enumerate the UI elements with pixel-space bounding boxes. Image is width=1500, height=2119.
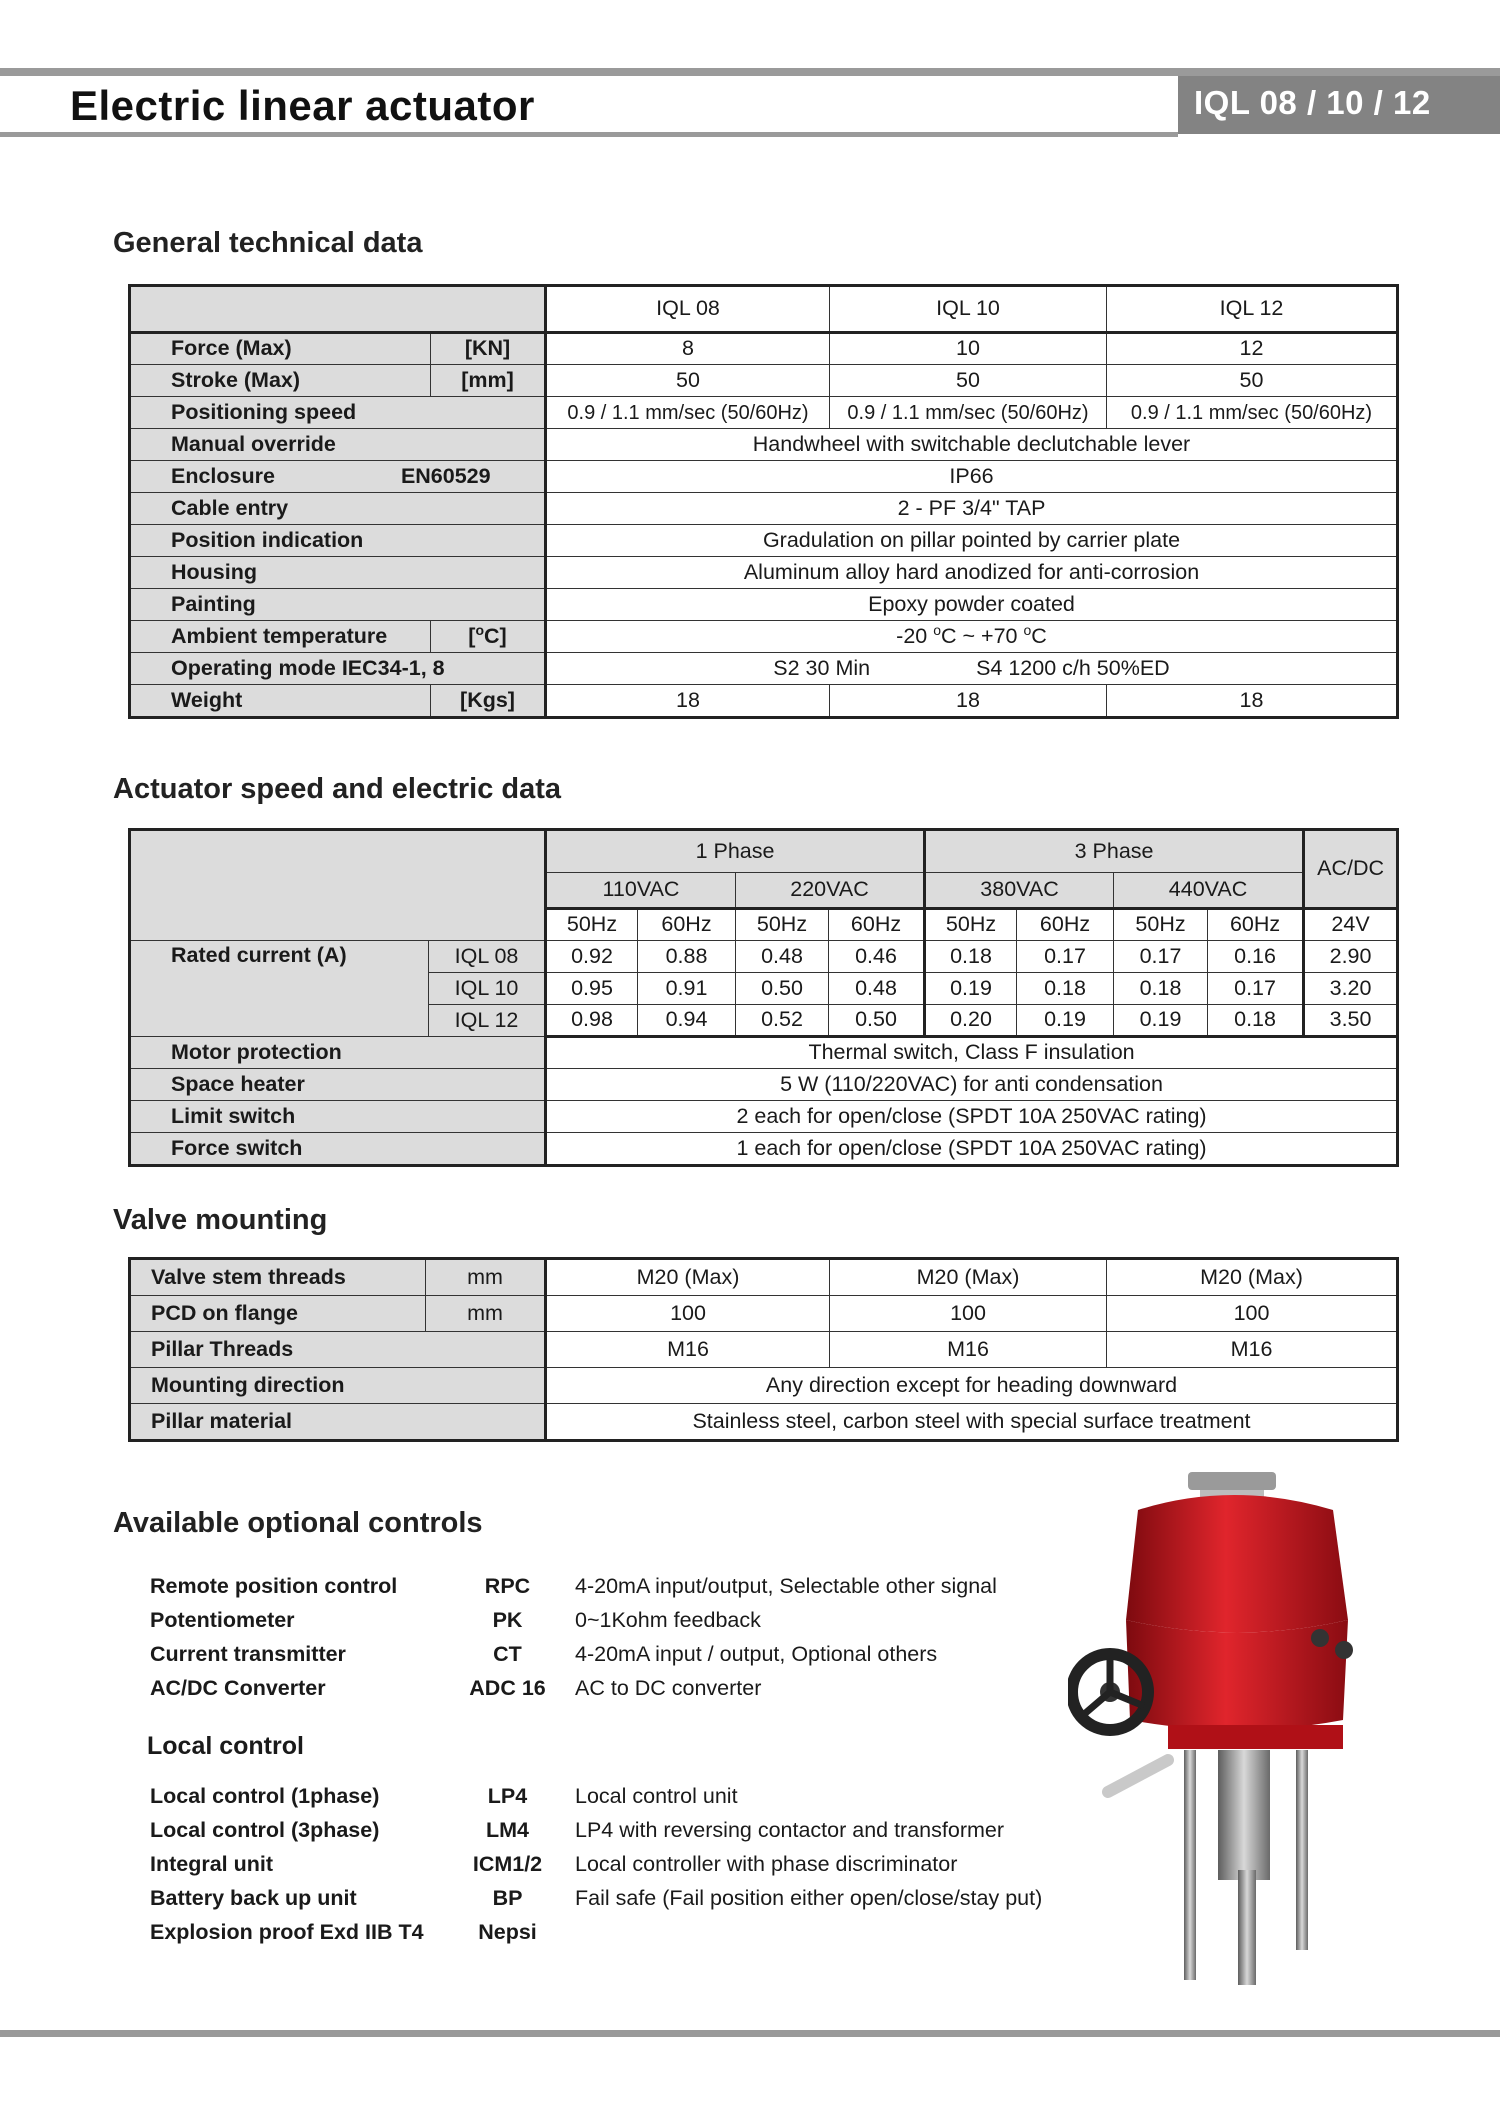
cell: 0.19 xyxy=(1114,1005,1208,1037)
mounting-flange xyxy=(1168,1725,1343,1749)
row-unit: mm xyxy=(426,1296,546,1332)
option-name: AC/DC Converter xyxy=(150,1676,326,1701)
opmode-s4: S4 1200 c/h 50%ED xyxy=(976,655,1170,680)
cell: 0.17 xyxy=(1017,941,1114,973)
unit-part: [ xyxy=(468,623,476,648)
list-item xyxy=(150,1814,1080,1848)
row-label: Cable entry xyxy=(131,493,546,525)
cell: 0.98 xyxy=(546,1005,638,1037)
cell: 2 each for open/close (SPDT 10A 250VAC rating) xyxy=(546,1101,1397,1133)
row-heater xyxy=(131,1069,1397,1101)
row-label: Ambient temperature xyxy=(131,621,431,653)
row-unit: [KN] xyxy=(431,333,546,365)
cell: Thermal switch, Class F insulation xyxy=(546,1037,1397,1069)
list-item xyxy=(150,1604,1080,1638)
list-item xyxy=(150,1780,1080,1814)
option-name: Battery back up unit xyxy=(150,1886,357,1911)
phase-3-header: 3 Phase xyxy=(925,831,1304,873)
row-label: Stroke (Max) xyxy=(131,365,431,397)
cell: 0.18 xyxy=(1114,973,1208,1005)
rated-current-label: Rated current (A) xyxy=(131,941,429,1037)
temp-unit: C xyxy=(1031,623,1047,648)
optional-list xyxy=(150,1570,1080,1706)
cell: 3.50 xyxy=(1304,1005,1397,1037)
cell: Epoxy powder coated xyxy=(546,589,1397,621)
cell: 5 W (110/220VAC) for anti condensation xyxy=(546,1069,1397,1101)
cell: 18 xyxy=(546,685,830,717)
option-desc xyxy=(575,1916,1080,1950)
option-code: BP xyxy=(492,1886,523,1911)
cell: 0.46 xyxy=(829,941,925,973)
voltage-header: 220VAC xyxy=(736,873,925,909)
list-item xyxy=(150,1570,1080,1604)
actuator-photo xyxy=(1068,1470,1418,1990)
valve-section-title: Valve mounting xyxy=(113,1204,328,1236)
cell: Gradulation on pillar pointed by carrier plate xyxy=(546,525,1397,557)
model-header: IQL 12 xyxy=(1107,287,1397,333)
cell: 0.20 xyxy=(925,1005,1017,1037)
page-title: Electric linear actuator xyxy=(70,82,535,129)
row-label: Manual override xyxy=(131,429,546,461)
row-stroke xyxy=(131,365,1397,397)
option-code: ICM1/2 xyxy=(472,1852,543,1877)
voltage-header: 380VAC xyxy=(925,873,1114,909)
list-item xyxy=(150,1916,1080,1950)
degree-sign: o xyxy=(475,621,485,638)
housing-cover xyxy=(1126,1495,1348,1633)
list-item xyxy=(150,1672,1080,1706)
declutch-lever xyxy=(1100,1752,1176,1800)
option-code: ADC 16 xyxy=(469,1676,546,1701)
cell: 18 xyxy=(1107,685,1397,717)
row-force-switch xyxy=(131,1133,1397,1165)
cell: 0.91 xyxy=(638,973,736,1005)
cell: Handwheel with switchable declutchable lever xyxy=(546,429,1397,461)
freq-header: 50Hz xyxy=(925,909,1017,941)
row-label: Painting xyxy=(131,589,546,621)
option-code: PK xyxy=(492,1608,523,1633)
list-item xyxy=(150,1882,1080,1916)
electric-section-title: Actuator speed and electric data xyxy=(113,773,562,805)
list-item xyxy=(150,1848,1080,1882)
general-table xyxy=(130,286,1397,717)
cell: 0.19 xyxy=(925,973,1017,1005)
cell: IP66 xyxy=(546,461,1397,493)
phase-1-header: 1 Phase xyxy=(546,831,925,873)
option-name: Local control (1phase) xyxy=(150,1784,380,1809)
option-desc: AC to DC converter xyxy=(575,1676,762,1701)
local-control-list xyxy=(150,1780,1080,1950)
cell: Aluminum alloy hard anodized for anti-corrosion xyxy=(546,557,1397,589)
row-label xyxy=(131,461,546,493)
cell: Stainless steel, carbon steel with special surface treatment xyxy=(546,1404,1397,1440)
option-name: Current transmitter xyxy=(150,1642,346,1667)
row-speed xyxy=(131,397,1397,429)
option-code: CT xyxy=(493,1642,522,1667)
enclosure-standard: EN60529 xyxy=(400,463,491,488)
cell: M20 (Max) xyxy=(1107,1260,1397,1296)
option-name: Potentiometer xyxy=(150,1608,295,1633)
cell: 0.17 xyxy=(1114,941,1208,973)
row-label: Force (Max) xyxy=(131,333,431,365)
model-header: IQL 08 xyxy=(546,287,830,333)
top-cap xyxy=(1188,1472,1276,1490)
top-rule xyxy=(0,68,1500,76)
degree-sign: o xyxy=(933,621,942,638)
row-force xyxy=(131,333,1397,365)
cell: 10 xyxy=(830,333,1107,365)
model-cell: IQL 10 xyxy=(429,973,546,1005)
row-position xyxy=(131,525,1397,557)
row-label: Weight xyxy=(131,685,431,717)
option-name: Remote position control xyxy=(150,1574,398,1599)
cell: M20 (Max) xyxy=(830,1260,1107,1296)
cell: 0.94 xyxy=(638,1005,736,1037)
option-desc: LP4 with reversing contactor and transformer xyxy=(575,1818,1005,1843)
acdc-header: AC/DC xyxy=(1304,831,1397,909)
freq-header: 50Hz xyxy=(546,909,638,941)
cell: 8 xyxy=(546,333,830,365)
row-enclosure xyxy=(131,461,1397,493)
freq-header: 60Hz xyxy=(829,909,925,941)
cell: 0.88 xyxy=(638,941,736,973)
general-corner xyxy=(131,287,546,333)
row-label: Space heater xyxy=(131,1069,546,1101)
row-label: Limit switch xyxy=(131,1101,546,1133)
cell: Any direction except for heading downward xyxy=(546,1368,1397,1404)
cell: 18 xyxy=(830,685,1107,717)
option-name: Local control (3phase) xyxy=(150,1818,380,1843)
voltage-header: 110VAC xyxy=(546,873,736,909)
option-desc: Local control unit xyxy=(575,1784,738,1809)
pillar xyxy=(1296,1750,1308,1950)
temp-min: -20 xyxy=(896,623,934,648)
option-code: RPC xyxy=(484,1574,531,1599)
row-weight xyxy=(131,685,1397,717)
row-label: Motor protection xyxy=(131,1037,546,1069)
freq-header: 50Hz xyxy=(736,909,829,941)
cell: 0.9 / 1.1 mm/sec (50/60Hz) xyxy=(830,397,1107,429)
electric-corner xyxy=(131,831,546,941)
cell: M20 (Max) xyxy=(546,1260,830,1296)
cell: 50 xyxy=(830,365,1107,397)
option-name: Explosion proof Exd IIB T4 xyxy=(150,1920,424,1945)
header-rule xyxy=(0,132,1178,137)
row-unit: [mm] xyxy=(431,365,546,397)
row-ambient xyxy=(131,621,1397,653)
unit-part: C] xyxy=(484,623,507,648)
cell: 0.18 xyxy=(1208,1005,1304,1037)
cell: 0.19 xyxy=(1017,1005,1114,1037)
cell: 0.95 xyxy=(546,973,638,1005)
row-stem xyxy=(131,1260,1397,1296)
stem-rod xyxy=(1238,1870,1256,1985)
cell: M16 xyxy=(546,1332,830,1368)
local-control-title: Local control xyxy=(147,1732,304,1760)
row-pcd xyxy=(131,1296,1397,1332)
cell: 100 xyxy=(830,1296,1107,1332)
phase-row xyxy=(131,831,1397,873)
freq-header: 60Hz xyxy=(638,909,736,941)
cell: 0.92 xyxy=(546,941,638,973)
row-opmode xyxy=(131,653,1397,685)
cell: 50 xyxy=(1107,365,1397,397)
cell: 50 xyxy=(546,365,830,397)
row-unit: [Kgs] xyxy=(431,685,546,717)
option-code: LP4 xyxy=(487,1784,528,1809)
cell: 0.9 / 1.1 mm/sec (50/60Hz) xyxy=(546,397,830,429)
option-name: Integral unit xyxy=(150,1852,274,1877)
cell: 100 xyxy=(546,1296,830,1332)
option-desc: Fail safe (Fail position either open/close/stay put) xyxy=(575,1886,1043,1911)
row-material xyxy=(131,1404,1397,1440)
model-cell: IQL 12 xyxy=(429,1005,546,1037)
cell: 0.50 xyxy=(829,1005,925,1037)
cell: 0.9 / 1.1 mm/sec (50/60Hz) xyxy=(1107,397,1397,429)
freq-header: 60Hz xyxy=(1208,909,1304,941)
row-direction xyxy=(131,1368,1397,1404)
row-label: Valve stem threads xyxy=(131,1260,426,1296)
row-label: Pillar material xyxy=(131,1404,546,1440)
row-label: Positioning speed xyxy=(131,397,546,429)
option-desc: 0~1Kohm feedback xyxy=(575,1608,761,1633)
list-item xyxy=(150,1638,1080,1672)
row-label: Mounting direction xyxy=(131,1368,546,1404)
cell: 0.50 xyxy=(736,973,829,1005)
freq-header: 60Hz xyxy=(1017,909,1114,941)
row-unit: mm xyxy=(426,1260,546,1296)
current-row xyxy=(131,941,1397,973)
electric-table xyxy=(130,830,1397,1165)
cell: 0.17 xyxy=(1208,973,1304,1005)
row-pillar xyxy=(131,1332,1397,1368)
general-section-title: General technical data xyxy=(113,227,423,259)
freq-header: 24V xyxy=(1304,909,1397,941)
row-cable xyxy=(131,493,1397,525)
row-painting xyxy=(131,589,1397,621)
row-label: Force switch xyxy=(131,1133,546,1165)
degree-sign: o xyxy=(1023,621,1032,638)
row-limit xyxy=(131,1101,1397,1133)
option-code: Nepsi xyxy=(478,1920,537,1945)
row-manual xyxy=(131,429,1397,461)
valve-table xyxy=(130,1259,1397,1440)
model-badge: IQL 08 / 10 / 12 xyxy=(1178,76,1500,134)
row-label: Position indication xyxy=(131,525,546,557)
cell: 0.52 xyxy=(736,1005,829,1037)
optional-section-title: Available optional controls xyxy=(113,1507,483,1539)
cell: 0.18 xyxy=(925,941,1017,973)
cell: 0.18 xyxy=(1017,973,1114,1005)
row-label: Housing xyxy=(131,557,546,589)
cell: 100 xyxy=(1107,1296,1397,1332)
enclosure-label: Enclosure xyxy=(171,463,275,488)
cell: M16 xyxy=(1107,1332,1397,1368)
cell: 0.48 xyxy=(736,941,829,973)
cell: 2 - PF 3/4" TAP xyxy=(546,493,1397,525)
pillar xyxy=(1184,1750,1196,1980)
option-desc: 4-20mA input / output, Optional others xyxy=(575,1642,938,1667)
cell: 3.20 xyxy=(1304,973,1397,1005)
bottom-rule xyxy=(0,2030,1500,2037)
temp-max: C ~ +70 xyxy=(941,623,1024,648)
stem xyxy=(1218,1750,1270,1880)
cell xyxy=(546,653,1397,685)
row-unit xyxy=(431,621,546,653)
row-label: Pillar Threads xyxy=(131,1332,546,1368)
cell: M16 xyxy=(830,1332,1107,1368)
row-label: PCD on flange xyxy=(131,1296,426,1332)
cell: 1 each for open/close (SPDT 10A 250VAC rating) xyxy=(546,1133,1397,1165)
voltage-header: 440VAC xyxy=(1114,873,1304,909)
option-desc: 4-20mA input/output, Selectable other signal xyxy=(575,1574,997,1599)
row-label: Operating mode IEC34-1, 8 xyxy=(131,653,546,685)
option-code: LM4 xyxy=(486,1818,529,1843)
cell: 2.90 xyxy=(1304,941,1397,973)
row-housing xyxy=(131,557,1397,589)
cell: 0.16 xyxy=(1208,941,1304,973)
cable-entry xyxy=(1311,1629,1329,1647)
row-motor xyxy=(131,1037,1397,1069)
cell: 0.48 xyxy=(829,973,925,1005)
freq-header: 50Hz xyxy=(1114,909,1208,941)
cable-entry xyxy=(1335,1641,1353,1659)
general-header-row xyxy=(131,287,1397,333)
cell: 12 xyxy=(1107,333,1397,365)
model-cell: IQL 08 xyxy=(429,941,546,973)
cell xyxy=(546,621,1397,653)
option-desc: Local controller with phase discriminator xyxy=(575,1852,958,1877)
opmode-s2: S2 30 Min xyxy=(773,655,871,680)
model-header: IQL 10 xyxy=(830,287,1107,333)
